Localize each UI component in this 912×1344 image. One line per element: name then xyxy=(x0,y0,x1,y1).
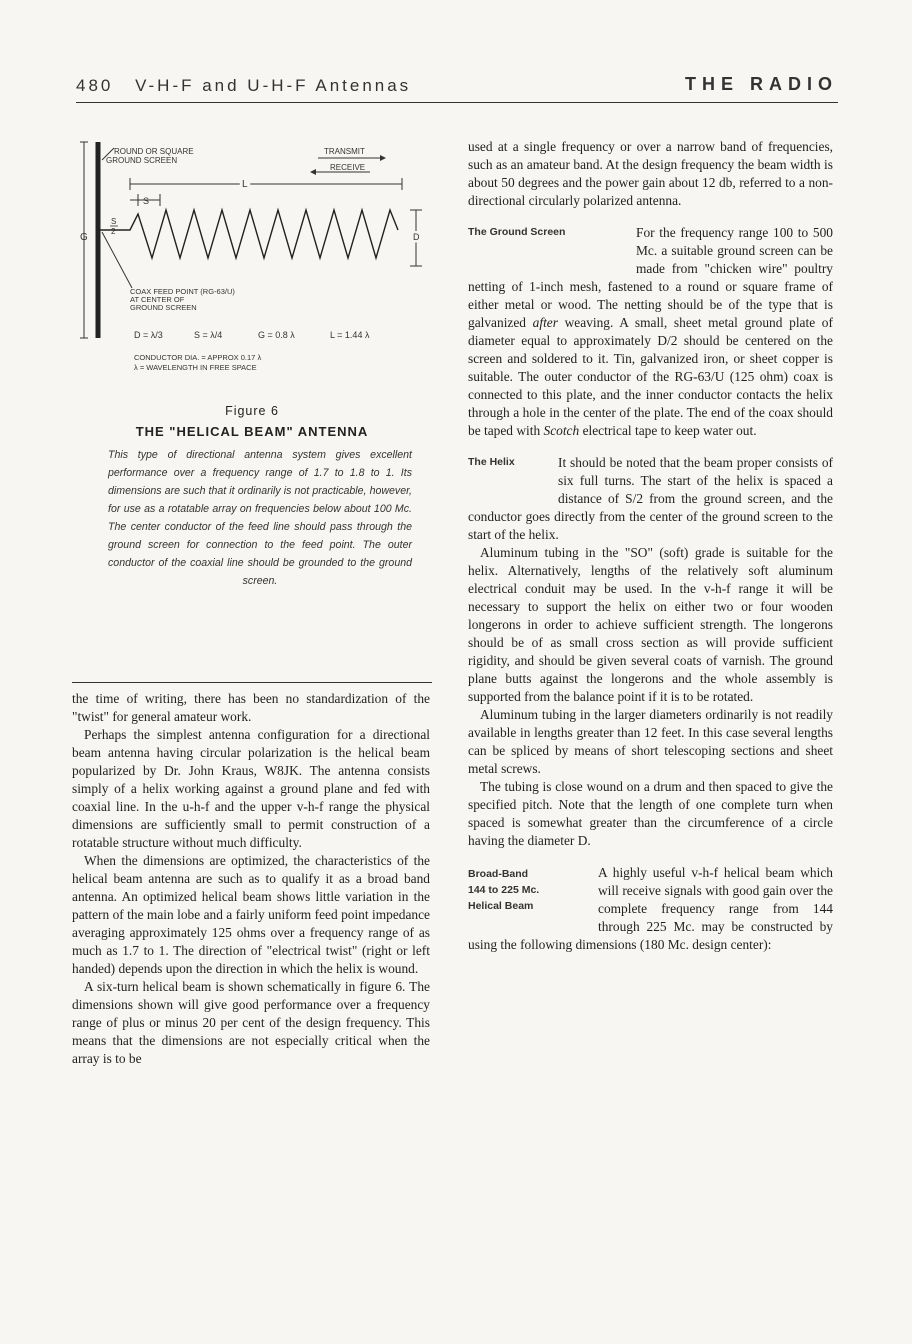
paragraph: used at a single frequency or over a narrow band of frequencies, such as an amateur band. At the design frequency the beam width is about 50 degrees and the power gain about 12 db, referred to a non-directional circularly polarized antenna. xyxy=(468,139,833,208)
paragraph: For the frequency range 100 to 500 Mc. a suitable ground screen can be made from "chicken wire" poultry netting of 1-inch mesh, fastened to a round or square frame of either metal or wood. The netting should be of the type that is galvanized after weaving. A small, sheet metal ground plate of diameter equal to approximately D/2 should be centered on the screen and soldered to it. Tin, galvanized iron, or sheet copper is suitable. The outer conductor of the RG-63/U (125 ohm) coax is connected to this plate, and the inner conductor contacts the helix through a hole in the center of the plate. The end of the coax should be taped with Scotch electrical tape to keep water out. xyxy=(468,225,833,438)
transmit-label: TRANSMIT xyxy=(324,147,365,156)
ground-screen-label-2: GROUND SCREEN xyxy=(106,156,178,165)
paragraph: Aluminum tubing in the "SO" (soft) grade is suitable for the helix. Alternatively, lengths of the relatively soft aluminum electrical conduit may be used. In the v-h-f range it will be necessary to support the helix on either two or four wooden longerons in order to achieve sufficient strength. The longerons should be of as small cross section as will provide sufficient rigidity, and should be given several coats of varnish. The ground plane butts against the longerons and the whole assembly is supported from the balance point if it is to be rotated. xyxy=(468,545,833,704)
paragraph: When the dimensions are optimized, the characteristics of the helical beam antenna are such as to qualify it as a broad band antenna. An optimized helical beam shows little variation in the pattern of the main lobe and a fairly uniform feed point impedance averaging approximately 125 ohms over a frequency range of as much as 1.7 to 1. The direction of "electrical twist" (right or left handed) depends upon the direction in which the helix is wound. xyxy=(72,853,430,976)
emphasis: Scotch xyxy=(543,423,580,438)
svg-text:2: 2 xyxy=(111,227,116,236)
right-column xyxy=(468,138,833,954)
formula-d: D = λ/3 xyxy=(134,330,163,340)
figure-6 xyxy=(72,138,432,698)
section-ground-screen xyxy=(468,224,833,440)
paragraph: It should be noted that the beam proper consists of six full turns. The start of the helix is spaced a distance of S/2 from the ground screen, and the conductor goes directly from the center of the ground screen to the start of the helix. xyxy=(468,455,834,542)
helix-conductor xyxy=(98,210,398,258)
figure-title: THE "HELICAL BEAM" ANTENNA xyxy=(135,424,369,439)
paragraph: Perhaps the simplest antenna configuration for a directional beam antenna having circular polarization is the helical beam popularized by Dr. John Kraus, W8JK. The antenna consists simply of a helix working against a ground plane and fed with coaxial line. In the u-h-f and the upper v-h-f range the physical dimensions are sufficiently small to permit construction of a rotatable structure without much difficulty. xyxy=(72,727,430,850)
publication-title: THE RADIO xyxy=(685,74,838,94)
paragraph: Aluminum tubing in the larger diameters ordinarily is not readily available in lengths greater than 12 feet. In this case several lengths can be spliced by means of short telescoping sections and sheet metal screws. xyxy=(468,707,833,776)
paragraph: the time of writing, there has been no standardization of the "twist" for general amateur work. xyxy=(72,691,430,724)
feed-label-2: AT CENTER OF xyxy=(130,295,185,304)
section-heading: The Ground Screen xyxy=(468,226,566,238)
note-conductor: CONDUCTOR DIA. = APPROX 0.17 λ xyxy=(134,353,262,362)
left-column xyxy=(72,690,430,1068)
section-heading: The Helix xyxy=(468,456,515,468)
figure-caption: This type of directional antenna system gives excellent performance over a frequency range of 1.7 to 1.8 to 1. Its dimensions are such that it ordinarily is not practicable, however, for use as a rotatable array on frequencies below about 100 Mc. The center conductor of the feed line should pass through the ground screen for connection to the feed point. The outer conductor of the coaxial line should be grounded to the ground screen. xyxy=(108,449,412,587)
paragraph: The tubing is close wound on a drum and then spaced to give the specified pitch. Note that the length of one complete turn when spaced is somewhat greater than the circumference of a circle having the diameter D. xyxy=(468,779,833,848)
feed-label-1: COAX FEED POINT (RG-63/U) xyxy=(130,287,235,296)
receive-label: RECEIVE xyxy=(330,163,366,172)
formula-g: G = 0.8 λ xyxy=(258,330,295,340)
dim-d-label: D xyxy=(413,232,420,242)
emphasis: after xyxy=(532,315,558,330)
svg-text:S: S xyxy=(111,217,117,226)
feed-label-3: GROUND SCREEN xyxy=(130,303,197,312)
paragraph: A highly useful v-h-f helical beam which will receive signals with good gain over the complete frequency range from 144 through 225 Mc. may be constructed by using the following dimensions (180 Mc. design center): xyxy=(468,865,833,952)
figure-divider xyxy=(72,682,432,683)
page-header xyxy=(76,74,838,103)
figure-number: Figure 6 xyxy=(225,404,279,418)
formula-l: L = 1.44 λ xyxy=(330,330,370,340)
section-broadband-helix xyxy=(468,864,833,954)
chapter-title: V-H-F and U-H-F Antennas xyxy=(135,76,412,95)
note-wavelength: λ = WAVELENGTH IN FREE SPACE xyxy=(134,363,257,372)
dim-s-label: S xyxy=(143,196,150,206)
running-head-left xyxy=(76,76,411,96)
section-heading: Broad-Band 144 to 225 Mc. Helical Beam xyxy=(468,868,540,912)
formula-s: S = λ/4 xyxy=(194,330,223,340)
section-helix xyxy=(468,454,833,850)
page-number: 480 xyxy=(76,76,114,95)
dim-l-label: L xyxy=(242,179,248,190)
dim-g-label: G xyxy=(80,232,88,243)
ground-screen-label: ROUND OR SQUARE xyxy=(114,147,194,156)
paragraph: A six-turn helical beam is shown schematically in figure 6. The dimensions shown will give good performance over a frequency range of plus or minus 20 per cent of the design frequency. This means that the dimensions are not especially critical when the array is to be xyxy=(72,979,430,1066)
helical-beam-diagram xyxy=(72,138,432,398)
